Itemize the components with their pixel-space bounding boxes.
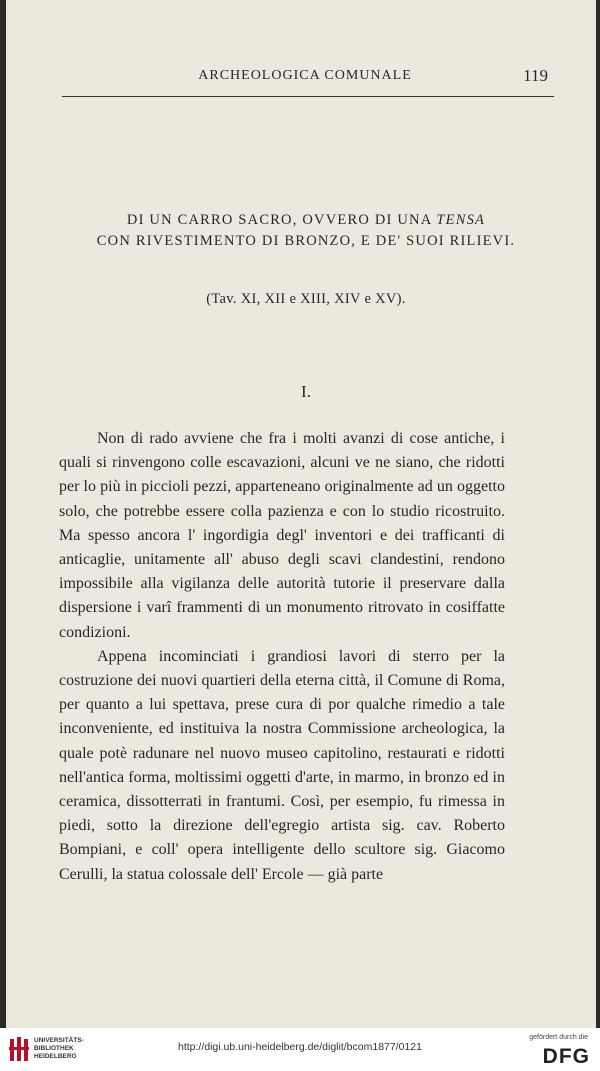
- library-line: UNIVERSITÄTS-: [34, 1037, 84, 1044]
- title-line-1-text: DI UN CARRO SACRO, OVVERO DI UNA: [126, 212, 437, 228]
- library-line: BIBLIOTHEK: [34, 1045, 74, 1052]
- article-title: [56, 210, 556, 252]
- title-line-2: CON RIVESTIMENTO DI BRONZO, E DE' SUOI RILIEVI.: [96, 233, 516, 249]
- title-line-1: [56, 210, 556, 231]
- funded-by-label: gefördert durch die: [529, 1034, 588, 1041]
- page-number: 119: [523, 66, 548, 85]
- running-header: [62, 64, 548, 90]
- section-numeral: I.: [301, 382, 311, 401]
- scanned-page: [6, 0, 596, 1028]
- library-line: HEIDELBERG: [34, 1053, 77, 1060]
- title-italic-word: TENSA: [436, 212, 486, 228]
- dfg-logo: DFG: [542, 1045, 590, 1068]
- header-rule: [62, 96, 554, 97]
- paragraph-2: Appena incominciati i grandiosi lavori di sterro per la costruzione dei nuovi quartieri della eterna città, il Comune di Roma, per quanto a lui spettava, prese cura di por qualche rimedio a tale inconveniente, ed instituiva la nostra Commissione archeologica, la quale potè radunare nel nuovo museo capitolino, restaurati e ridotti nell'antica forma, moltissimi oggetti d'arte, in marmo, in bronzo ed in ceramica, dissotterrati in frantumi. Così, per esempio, fu rimessa in piedi, sotto la direzione dell'egregio artista sig. cav. Roberto Bompiani, e coll' opera intelligente dello scultore sig. Giacomo Cerulli, la statua colossale dell' Ercole — già parte: [59, 647, 505, 883]
- paragraph-1: Non di rado avviene che fra i molti avanzi di cose antiche, i quali si rinvengono colle escavazioni, alcuni ve ne siano, che ridotti per lo più in piccioli pezzi, apparteneano originalmente ad un oggetto solo, che potrebbe essere colla pazienza e con lo studio ricostruito. Ma spesso ancora l' ingordigia degl' inventori e dei trafficanti di anticaglie, unitamente all' abuso degli scavi clandestini, rendono impossibile alla vigilanza delle autorità tutorie il preservare dalla dispersione i varî frammenti di un monumento ritrovato in cosiffatte condizioni.: [59, 430, 505, 641]
- plates-reference: (Tav. XI, XII e XIII, XIV e XV).: [206, 291, 406, 307]
- running-title: ARCHEOLOGICA COMUNALE: [198, 68, 412, 83]
- digitization-footer: [0, 1028, 600, 1071]
- body-text: [59, 427, 505, 887]
- source-url-link[interactable]: http://digi.ub.uni-heidelberg.de/diglit/bcom1877/0121: [177, 1041, 422, 1053]
